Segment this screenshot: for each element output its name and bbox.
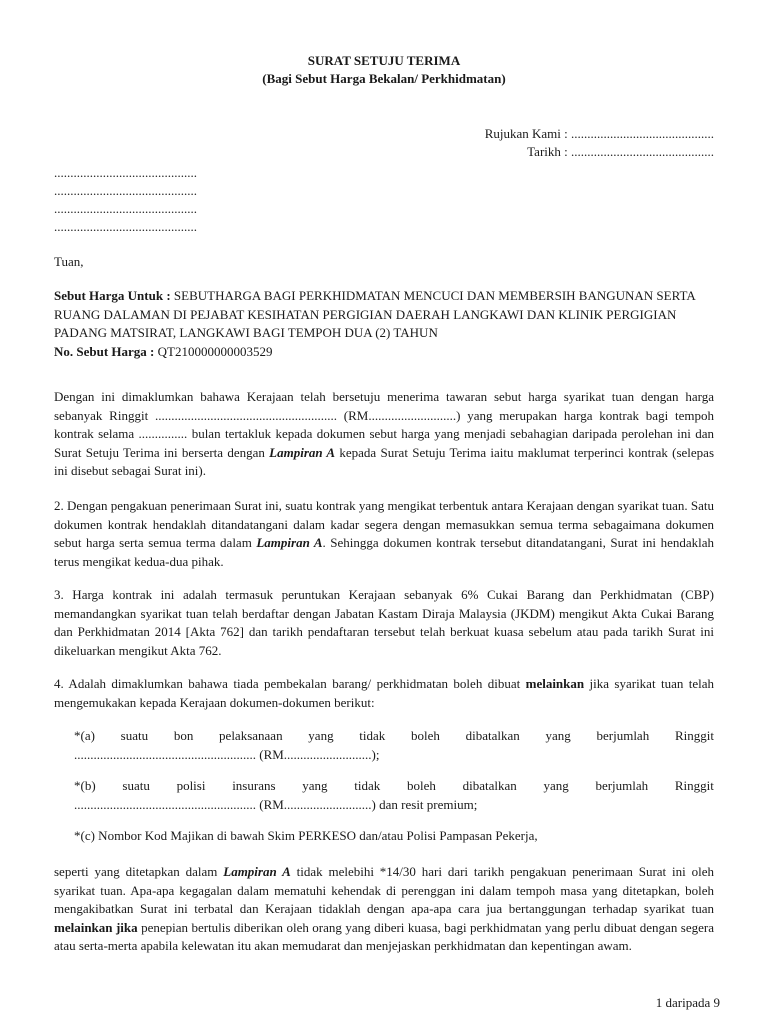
list-item-b-line2: ........................................................ (RM...........................) dan resit premium; [74,796,478,812]
paragraph-3: 3. Harga kontrak ini adalah termasuk peruntukan Kerajaan sebanyak 6% Cukai Barang dan Perkhidmatan (CBP) memandangkan syarikat tuan telah berdaftar dengan Jabatan Kastam Diraja Malaysia (JKDM) mengikut Akta Cukai Barang dan Perkhidmatan 2014 [Akta 762] dan tarikh pendaftaran tersebut telah berkuat kuasa sebelum atau pada tarikh Surat ini dikeluarkan mengikut Akta 762. [54,587,714,658]
list-word: pelaksanaan [219,728,283,743]
list-word: insurans [232,778,276,793]
address-line: ............................................ [54,183,197,198]
list-item-a-line1 [74,727,714,746]
list-word: polisi [176,778,206,793]
list-word: dibatalkan [462,778,517,793]
quotation-number-label: No. Sebut Harga : [54,343,155,359]
address-line: ............................................ [54,219,197,234]
reference-date: Tarikh : ............................................ [527,144,714,159]
paragraph-4: 4. Adalah dimaklumkan bahawa tiada pembekalan barang/ perkhidmatan boleh dibuat melainkan jika syarikat tuan telah mengemukakan kepada Kerajaan dokumen-dokumen berikut: [54,676,714,710]
list-word: suatu [120,728,149,743]
address-line: ............................................ [54,165,197,180]
quotation-number [54,343,714,362]
paragraph-2: 2. Dengan pengakuan penerimaan Surat ini, suatu kontrak yang mengikat terbentuk antara Kerajaan dengan syarikat tuan. Satu dokumen kontrak hendaklah ditandatangani dalam kadar segera dengan memasukkan semua terma sebagaimana dokumen sebut harga serta semua terma dalam Lampiran A. Sehingga dokumen kontrak tersebut ditandatangani, Surat ini hendaklah terus mengikat kedua-dua pihak. [54,498,714,569]
list-word: *(a) [74,728,95,743]
list-word: yang [545,728,571,743]
list-word: dibatalkan [465,728,520,743]
document-title: SURAT SETUJU TERIMA [307,53,461,68]
list-word: *(b) [74,778,96,793]
melainkan-emphasis: melainkan [525,676,585,691]
lampiran-a-ref: Lampiran A [256,535,323,550]
list-word: Ringgit [674,728,714,743]
melainkan-jika-emphasis: melainkan jika [54,919,138,935]
list-word: yang [543,778,569,793]
list-word: boleh [406,778,436,793]
quotation-number-value: QT210000000003529 [154,343,273,359]
list-word: yang [308,728,334,743]
list-word: boleh [411,728,440,743]
reference-number: Rujukan Kami : ............................................ [484,126,714,141]
document-subtitle: (Bagi Sebut Harga Bekalan/ Perkhidmatan) [262,71,506,86]
list-item-c: *(c) Nombor Kod Majikan di bawah Skim PERKESO dan/atau Polisi Pampasan Pekerja, [74,828,538,843]
list-word: tidak [359,728,386,743]
list-item-b [74,777,714,814]
list-item-a-line2: ........................................................ (RM...........................); [74,746,380,762]
list-word: berjumlah [596,728,650,743]
address-line: ............................................ [54,201,197,216]
lampiran-a-ref: Lampiran A [269,444,336,460]
quotation-text: SEBUTHARGA BAGI PERKHIDMATAN MENCUCI DAN MEMBERSIH BANGUNAN SERTA RUANG DALAMAN DI PEJABAT KESIHATAN PERGIGIAN DAERAH LANGKAWI DAN KLINIK PERGIGIAN PADANG MATSIRAT, LANGKAWI BAGI TEMPOH DUA (2) TAHUN [54,288,696,340]
list-word: tidak [354,778,381,793]
lampiran-a-ref: Lampiran A [223,864,291,879]
page-number: 1 daripada 9 [655,995,720,1010]
list-word: yang [302,778,328,793]
list-word: bon [173,728,194,743]
list-item-b-line1 [74,777,714,796]
list-item-a [74,727,714,764]
paragraph-5: seperti yang ditetapkan dalam Lampiran A tidak melebihi *14/30 hari dari tarikh pengakuan penerimaan Surat ini oleh syarikat tuan. Apa-apa kegagalan dalam mematuhi kehendak di perenggan ini dalam tempoh masa yang ditetapkan, boleh mengakibatkan Surat ini terbatal dan Kerajaan tidaklah dengan apa-apa cara jua bertanggungan terhadap syarikat tuan melainkan jika penepian bertulis diberikan oleh orang yang diberi kuasa, bagi perkhidmatan yang perlu dibuat dengan segera atau serta-merta apabila kelewatan itu akan memudarat dan menjejaskan perkhidmatan dan kepentingan awam. [54,864,714,953]
list-word: Ringgit [674,778,714,793]
paragraph-1: Dengan ini dimaklumkan bahawa Kerajaan telah bersetuju menerima tawaran sebut harga syarikat tuan dengan harga sebanyak Ringgit ........................................................ (RM...........................) yang merupakan harga kontrak bagi tempoh kontrak selama ............... bulan tertakluk kepada dokumen sebut harga yang menjadi sebahagian daripada perolehan ini dan Surat Setuju Terima ini berserta dengan Lampiran A kepada Surat Setuju Terima iaitu maklumat terperinci kontrak (selepas ini disebut sebagai Surat ini). [54,389,715,478]
quotation-section [54,287,714,361]
quotation-label: Sebut Harga Untuk : [54,288,171,303]
quotation-subject [54,287,714,343]
list-word: suatu [122,778,150,793]
list-word: berjumlah [595,778,649,793]
salutation: Tuan, [54,254,84,269]
